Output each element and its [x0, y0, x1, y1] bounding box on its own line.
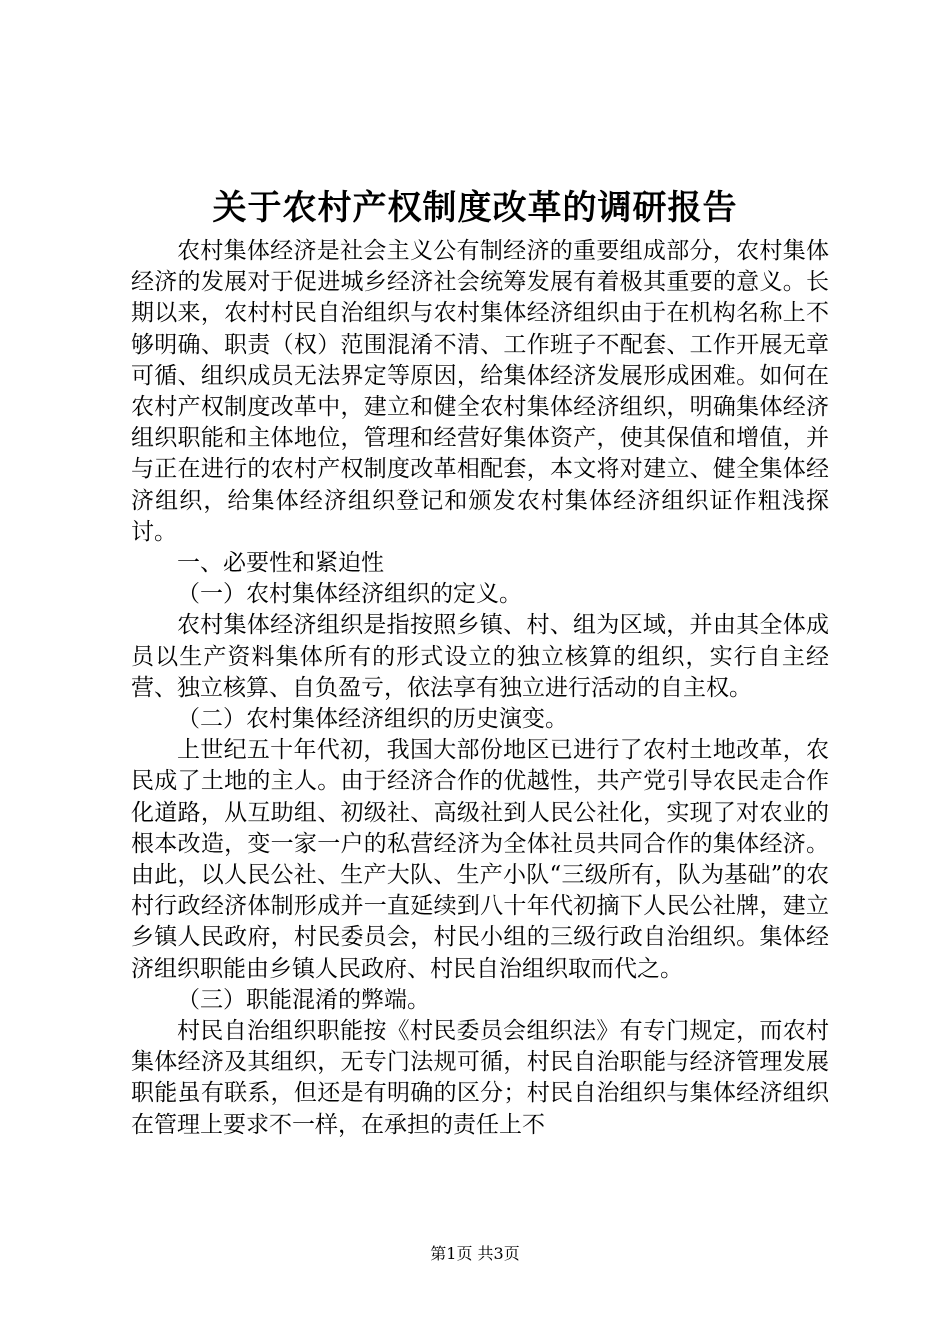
- paragraph-intro: 农村集体经济是社会主义公有制经济的重要组成部分，农村集体经济的发展对于促进城乡经济社会统筹发展有着极其重要的意义。长期以来，农村村民自治组织与农村集体经济组织由于在机构名称上不够明确、职责（权）范围混淆不清、工作班子不配套、工作开展无章可循、组织成员无法界定等原因，给集体经济发展形成困难。如何在农村产权制度改革中，建立和健全农村集体经济组织，明确集体经济组织职能和主体地位，管理和经营好集体资产，使其保值和增值，并与正在进行的农村产权制度改革相配套，本文将对建立、健全集体经济组织，给集体经济组织登记和颁发农村集体经济组织证作粗浅探讨。: [131, 238, 829, 545]
- section-heading-1: 一、必要性和紧迫性: [177, 550, 384, 577]
- page-footer: 第1页 共3页: [430, 1244, 520, 1263]
- paragraph-drawbacks: 村民自治组织职能按《村民委员会组织法》有专门规定，而农村集体经济及其组织，无专门法规可循，村民自治职能与经济管理发展职能虽有联系，但还是有明确的区分；村民自治组织与集体经济组织在管理上要求不一样，在承担的责任上不: [131, 1018, 829, 1138]
- document-body: [131, 236, 829, 1141]
- paragraph-history: 上世纪五十年代初，我国大部份地区已进行了农村土地改革，农民成了土地的主人。由于经济合作的优越性，共产党引导农民走合作化道路，从互助组、初级社、高级社到人民公社化，实现了对农业的根本改造，变一家一户的私营经济为全体社员共同合作的集体经济。由此，以人民公社、生产大队、生产小队“三级所有，队为基础”的农村行政经济体制形成并一直延续到八十年代初摘下人民公社牌，建立乡镇人民政府，村民委员会，村民小组的三级行政自治组织。集体经济组织职能由乡镇人民政府、村民自治组织取而代之。: [131, 737, 829, 982]
- paragraph-definition: 农村集体经济组织是指按照乡镇、村、组为区域，并由其全体成员以生产资料集体所有的形式设立的独立核算的组织，实行自主经营、独立核算、自负盈亏，依法享有独立进行活动的自主权。: [131, 612, 829, 701]
- subsection-heading-1: （一）农村集体经济组织的定义。: [177, 581, 522, 608]
- subsection-heading-2: （二）农村集体经济组织的历史演变。: [177, 706, 568, 733]
- document-title: 关于农村产权制度改革的调研报告: [212, 188, 738, 228]
- subsection-heading-3: （三）职能混淆的弊端。: [177, 986, 430, 1013]
